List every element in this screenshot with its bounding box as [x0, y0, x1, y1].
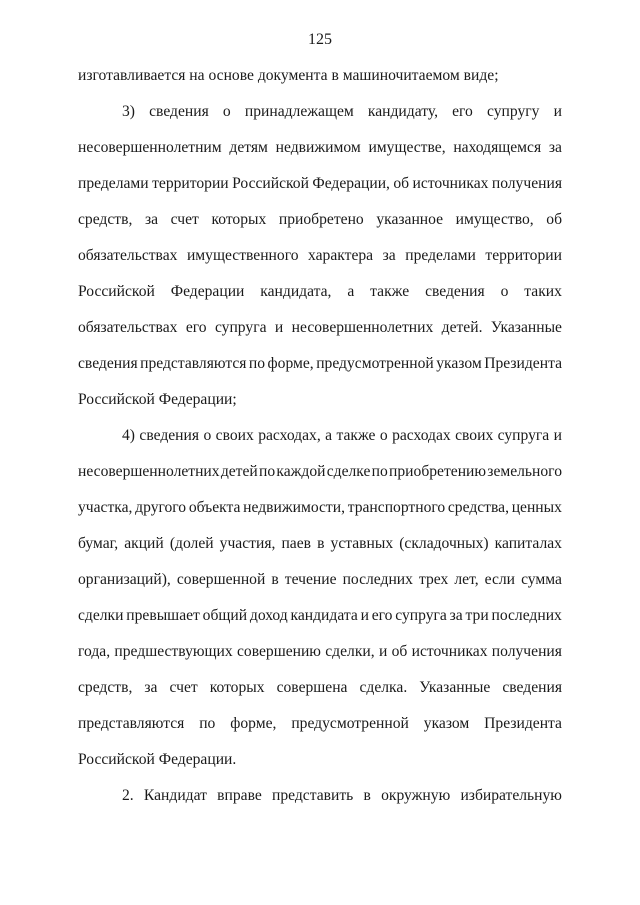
word: сделки, — [325, 643, 375, 660]
word: расходах — [392, 427, 451, 444]
word: (долей — [169, 535, 214, 552]
word: представляются — [140, 355, 247, 372]
word: средств, — [78, 679, 133, 696]
word: другого — [135, 499, 187, 516]
word: указом — [436, 355, 482, 372]
word: Президента — [484, 715, 562, 732]
word: несовершеннолетним — [78, 139, 222, 156]
text-line — [78, 642, 562, 662]
word: сведения — [502, 679, 562, 696]
word: об — [393, 175, 410, 192]
word: его — [185, 319, 207, 336]
word: Указанные — [490, 319, 562, 336]
word: 4) — [122, 427, 135, 444]
word: несовершеннолетних — [291, 319, 434, 336]
word: находящемся — [453, 139, 542, 156]
text-line — [78, 462, 562, 482]
word: средств, — [78, 211, 133, 228]
word: паев — [281, 535, 312, 552]
word: сведения — [425, 283, 485, 300]
word: средства, — [447, 499, 509, 516]
word: характера — [308, 247, 374, 264]
word: общий — [202, 607, 248, 624]
word: акций — [124, 535, 164, 552]
word: по — [258, 463, 276, 480]
word: о — [500, 283, 509, 300]
word: за — [449, 607, 463, 624]
word: о — [222, 103, 231, 120]
text-line — [78, 678, 562, 698]
word: за — [144, 679, 158, 696]
word: об — [546, 211, 562, 228]
word: по — [248, 355, 266, 372]
word: и — [553, 427, 562, 444]
word: сделка. — [359, 679, 408, 696]
word: приобретено — [278, 211, 364, 228]
text-line: изготавливается на основе документа в машиночитаемом виде; — [78, 67, 499, 84]
text-line — [78, 210, 562, 230]
text-line — [78, 282, 562, 302]
word: за — [548, 139, 562, 156]
word: вправе — [217, 787, 262, 804]
text-line — [122, 102, 562, 122]
word: получения — [491, 175, 562, 192]
word: каждой — [276, 463, 326, 480]
word: указанное — [376, 211, 444, 228]
word: предусмотренной — [316, 355, 434, 372]
text-line — [78, 138, 562, 158]
word: превышает — [126, 607, 200, 624]
word: супруга — [395, 607, 447, 624]
word: совершенной — [176, 571, 266, 588]
word: и — [378, 643, 388, 660]
word: форме, — [230, 715, 277, 732]
word: сведения — [139, 427, 200, 444]
word: обязательствах — [78, 247, 178, 264]
word: территории — [485, 247, 562, 264]
word: указом — [423, 715, 470, 732]
word: кандидата, — [260, 283, 332, 300]
word: в — [271, 571, 279, 588]
text-line — [122, 426, 562, 446]
word: за — [382, 247, 396, 264]
word: имущество, — [455, 211, 534, 228]
word: несовершеннолетних — [78, 463, 220, 480]
word: счет — [170, 211, 199, 228]
word: по — [371, 463, 388, 480]
word: объекта — [188, 499, 241, 516]
word: недвижимости, — [243, 499, 345, 516]
word: также — [336, 427, 376, 444]
word: источниках — [411, 643, 488, 660]
page-number: 125 — [308, 31, 332, 48]
word: пределами — [78, 175, 149, 192]
word: супруга — [497, 427, 550, 444]
word: и — [553, 103, 562, 120]
word: его — [452, 103, 473, 120]
word: форме, — [267, 355, 314, 372]
word: представить — [272, 787, 354, 804]
word: Российской — [78, 283, 155, 300]
word: которых — [209, 679, 265, 696]
text-line — [78, 246, 562, 266]
word: приобретению — [389, 463, 487, 480]
word: Кандидат — [143, 787, 207, 804]
word: бумаг, — [78, 535, 119, 552]
text-line — [78, 714, 562, 734]
word: три — [465, 607, 489, 624]
word: по — [199, 715, 216, 732]
word: недвижимом — [275, 139, 361, 156]
word: 2. — [122, 787, 134, 804]
word: течение — [284, 571, 337, 588]
word: совершению — [236, 643, 321, 660]
word: расходах, — [258, 427, 321, 444]
word: детям — [229, 139, 268, 156]
word: лет, — [454, 571, 479, 588]
word: Федерации — [170, 283, 245, 300]
word: источниках — [412, 175, 489, 192]
text-line — [78, 570, 562, 590]
word: сделки — [78, 607, 124, 624]
word: сумма — [521, 571, 562, 588]
word: Президента — [484, 355, 562, 372]
word: доход — [249, 607, 288, 624]
word: а — [347, 283, 355, 300]
word: об — [391, 643, 408, 660]
word: 3) — [122, 103, 135, 120]
word: супругу — [487, 103, 540, 120]
text-line — [78, 606, 562, 626]
word: а — [325, 427, 333, 444]
word: последних — [491, 607, 562, 624]
word: имуществе, — [368, 139, 446, 156]
word: и — [274, 319, 284, 336]
word: совершена — [276, 679, 348, 696]
word: в — [363, 787, 371, 804]
word: организаций), — [78, 571, 171, 588]
word: принадлежащем — [244, 103, 354, 120]
word: земельного — [487, 463, 562, 480]
word: Российской — [232, 175, 309, 192]
text-line — [78, 174, 562, 194]
word: сведения — [78, 355, 138, 372]
text-line: Российской Федерации; — [78, 391, 237, 408]
word: о — [203, 427, 212, 444]
word: участка, — [78, 499, 133, 516]
word: уставных — [330, 535, 394, 552]
word: также — [370, 283, 410, 300]
word: за — [144, 211, 159, 228]
word: пределами — [405, 247, 476, 264]
word: своих — [215, 427, 254, 444]
word: участия, — [219, 535, 276, 552]
word: супруга — [214, 319, 267, 336]
word: представляются — [78, 715, 185, 732]
word: в — [317, 535, 325, 552]
word: таких — [524, 283, 562, 300]
text-line — [78, 534, 562, 554]
text-line: Российской Федерации. — [78, 751, 237, 768]
word: его — [371, 607, 393, 624]
word: кандидата — [290, 607, 358, 624]
word: сведения — [149, 103, 209, 120]
word: капиталах — [494, 535, 562, 552]
word: трех — [419, 571, 449, 588]
word: года, — [78, 643, 111, 660]
word: обязательствах — [78, 319, 178, 336]
word: Федерации, — [312, 175, 390, 192]
word: последних — [342, 571, 413, 588]
word: детей — [220, 463, 258, 480]
word: кандидату, — [367, 103, 438, 120]
word: ценных — [511, 499, 562, 516]
word: счет — [169, 679, 198, 696]
word: избирательную — [460, 787, 562, 804]
word: предшествующих — [114, 643, 233, 660]
word: транспортного — [347, 499, 446, 516]
text-line — [78, 498, 562, 518]
word: которых — [211, 211, 267, 228]
word: (складочных) — [399, 535, 489, 552]
word: и — [360, 607, 369, 624]
word: о — [379, 427, 388, 444]
word: получения — [491, 643, 562, 660]
text-line — [78, 354, 562, 374]
word: территории — [152, 175, 229, 192]
word: Указанные — [419, 679, 491, 696]
word: своих — [455, 427, 494, 444]
text-line — [122, 786, 562, 806]
word: детей. — [441, 319, 483, 336]
word: сделке — [326, 463, 371, 480]
word: если — [484, 571, 516, 588]
text-line — [78, 318, 562, 338]
word: окружную — [381, 787, 451, 804]
word: имущественного — [186, 247, 299, 264]
word: предусмотренной — [291, 715, 409, 732]
